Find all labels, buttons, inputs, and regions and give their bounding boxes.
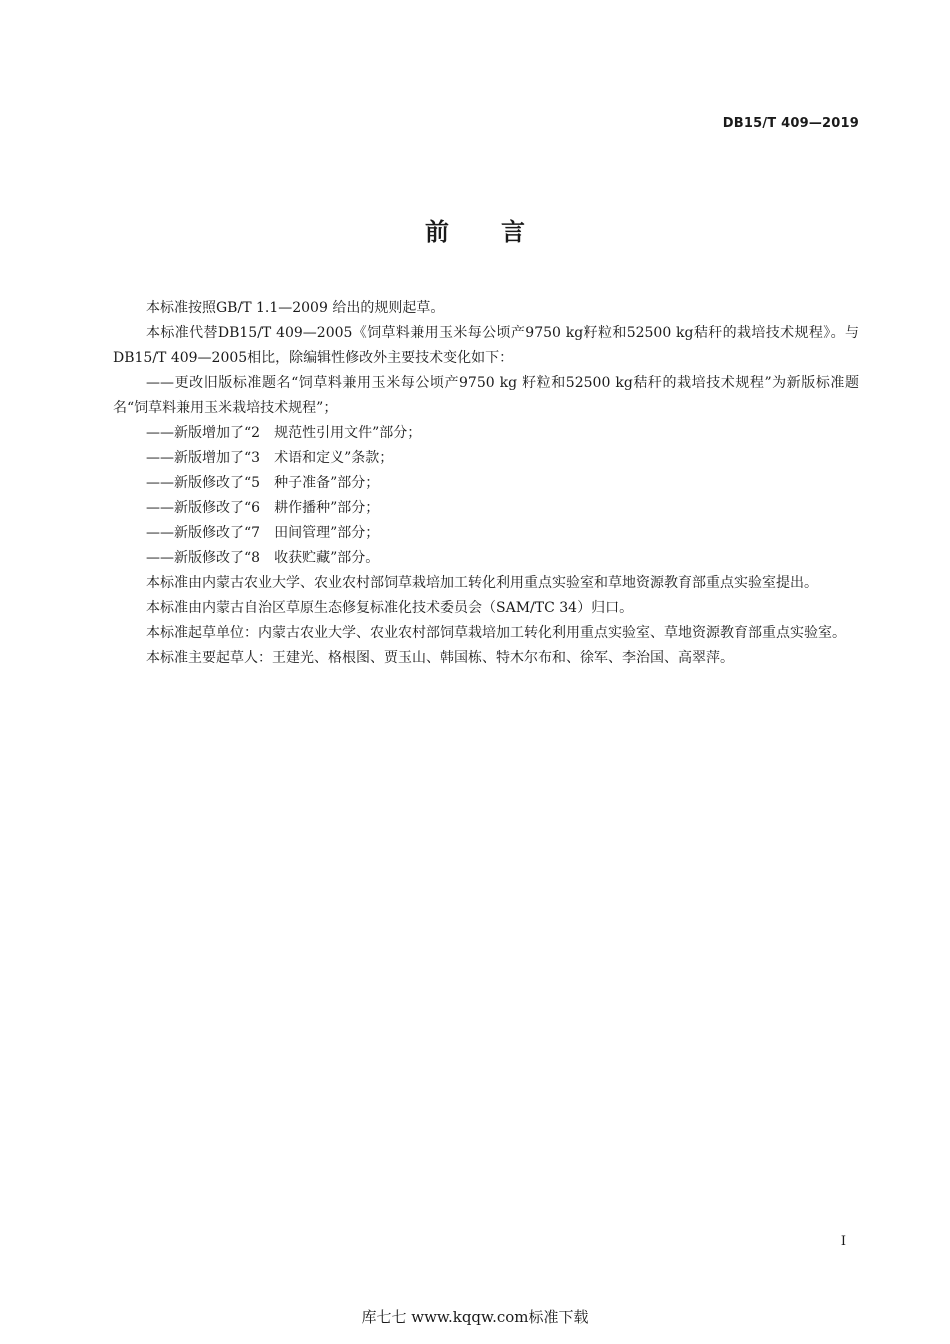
paragraph-replaces: 本标准代替DB15/T 409—2005《饲草料兼用玉米每公顷产9750 kg籽粒和52500 kg秸秆的栽培技术规程》。与 DB15/T 409—2005相比，除编辑性修改外主要技术变化如下： bbox=[113, 325, 859, 366]
document-body bbox=[113, 296, 859, 671]
change-item-field-management: ——新版修改了“7 田间管理”部分； bbox=[146, 525, 380, 541]
page-title: 前言 bbox=[425, 218, 577, 246]
change-item-terms: ——新版增加了“3 术语和定义”条款； bbox=[146, 450, 394, 466]
change-item-references: ——新版增加了“2 规范性引用文件”部分； bbox=[146, 425, 422, 441]
page-number: I bbox=[840, 1234, 846, 1249]
change-item-harvest: ——新版修改了“8 收获贮藏”部分。 bbox=[146, 550, 380, 566]
paragraph-drafting-units: 本标准起草单位：内蒙古农业大学、农业农村部饲草栽培加工转化利用重点实验室、草地资源教育部重点实验室。 bbox=[146, 625, 846, 641]
change-item-sowing: ——新版修改了“6 耕作播种”部分； bbox=[146, 500, 380, 516]
standard-code: DB15/T 409—2019 bbox=[722, 116, 859, 131]
paragraph-drafters: 本标准主要起草人：王建光、格根图、贾玉山、韩国栋、特木尔布和、徐军、李治国、高翠萍。 bbox=[146, 650, 734, 666]
change-item-seed: ——新版修改了“5 种子准备”部分； bbox=[146, 475, 380, 491]
paragraph-committee: 本标准由内蒙古自治区草原生态修复标准化技术委员会（SAM/TC 34）归口。 bbox=[146, 600, 634, 616]
footer-watermark[interactable]: 库七七 www.kqqw.com标准下载 bbox=[361, 1308, 589, 1326]
change-item-title: ——更改旧版标准题名“饲草料兼用玉米每公顷产9750 kg 籽粒和52500 kg秸秆的栽培技术规程”为新版标准题名“饲草料兼用玉米栽培技术规程”； bbox=[113, 375, 859, 416]
paragraph-drafting-rules: 本标准按照GB/T 1.1—2009 给出的规则起草。 bbox=[146, 300, 445, 316]
paragraph-proposer: 本标准由内蒙古农业大学、农业农村部饲草栽培加工转化利用重点实验室和草地资源教育部重点实验室提出。 bbox=[146, 575, 818, 591]
